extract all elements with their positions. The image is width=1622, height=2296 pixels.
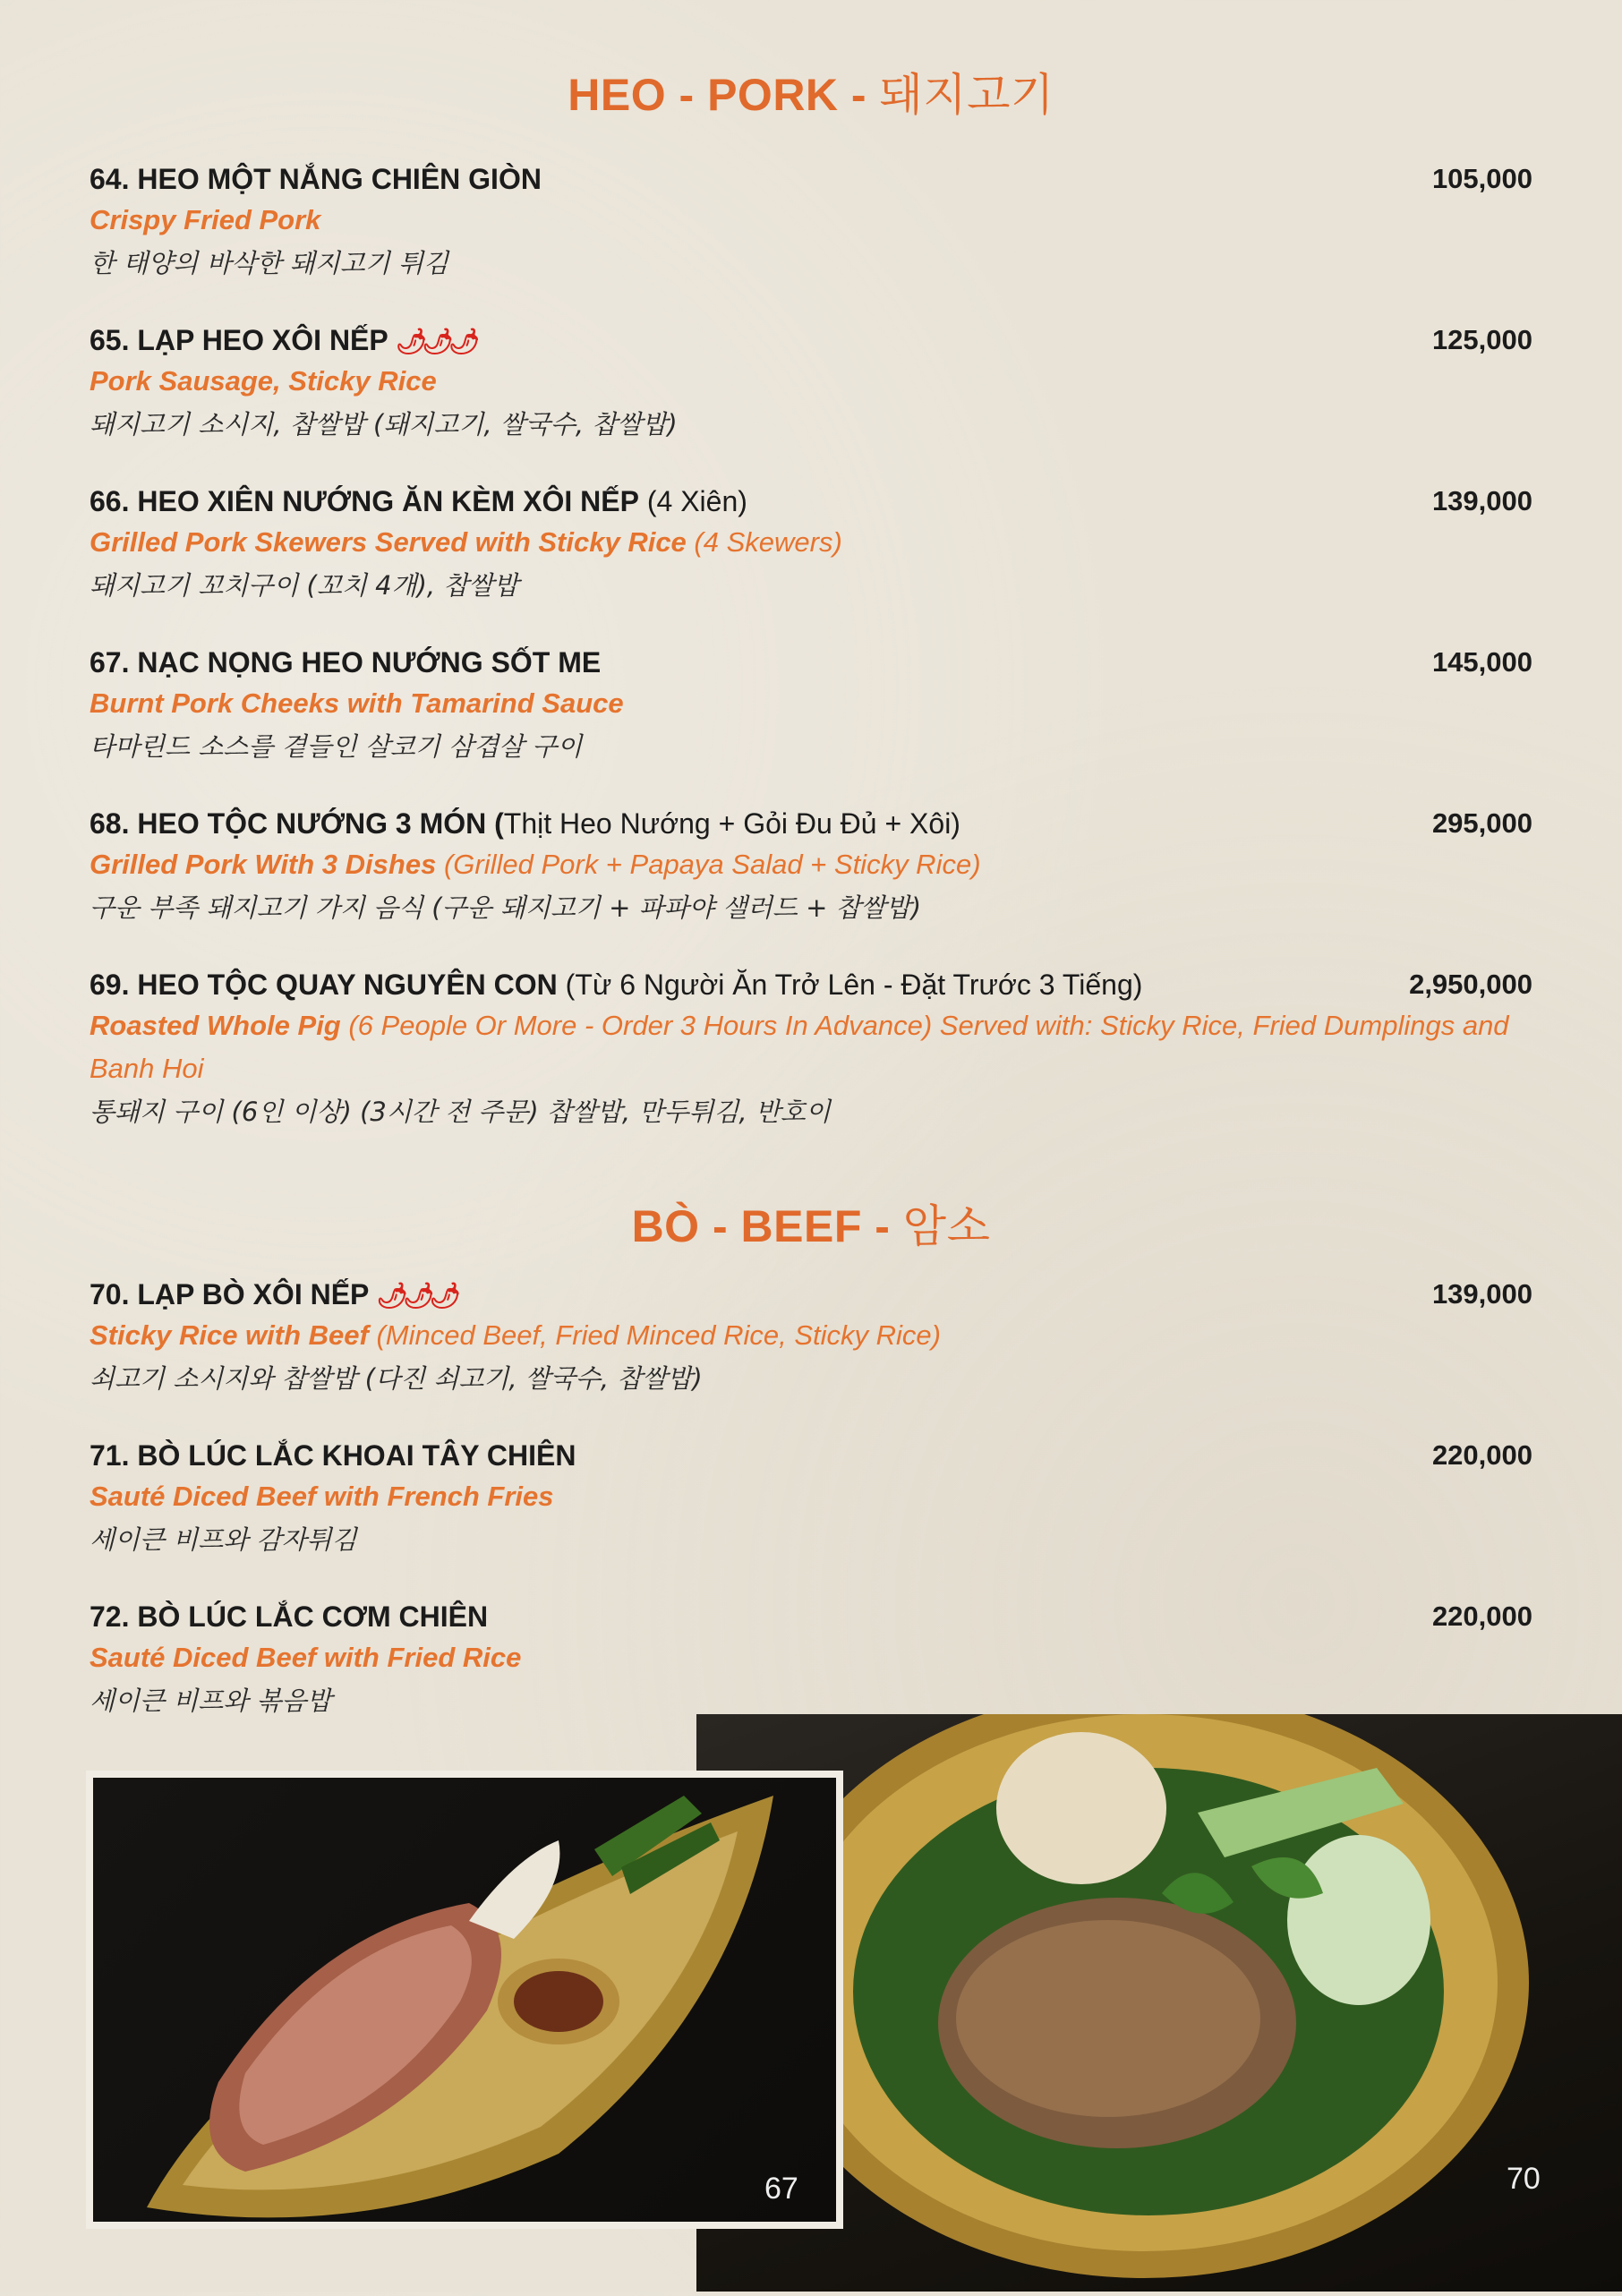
item-korean: 세이큰 비프와 볶음밥 (90, 1686, 332, 1716)
item-name: 70. LẠP BÒ XÔI NẾP 🌶🌶🌶 (90, 1278, 457, 1310)
item-korean: 구운 부족 돼지고기 가지 음식 (구운 돼지고기 + 파파야 샐러드 + 찹쌀밥) (90, 892, 922, 923)
item-name: 65. LẠP HEO XÔI NẾP 🌶🌶🌶 (90, 324, 475, 356)
grilled-pork-photo (86, 1771, 843, 2229)
menu-item-64 (90, 159, 1532, 285)
item-korean: 통돼지 구이 (6인 이상) (3시간 전 주문) 찹쌀밥, 만두튀김, 반호이 (90, 1097, 831, 1127)
item-price: 125,000 (1431, 324, 1532, 355)
item-price: 139,000 (1431, 1278, 1532, 1310)
item-english: Roasted Whole Pig (6 People Or More - Order 3 Hours In Advance) Served with: Sticky Rice, Fried Dumplings and Banh Hoi (90, 1010, 1509, 1084)
menu-item-68 (90, 804, 1532, 929)
menu-item-70 (90, 1275, 1532, 1400)
menu-item-69 (90, 965, 1532, 1133)
chili-icon: 🌶🌶🌶 (376, 1282, 457, 1310)
item-price: 105,000 (1431, 163, 1532, 194)
item-korean: 쇠고기 소시지와 찹쌀밥 (다진 쇠고기, 쌀국수, 찹쌀밥) (90, 1363, 703, 1394)
item-price: 2,950,000 (1409, 969, 1532, 1000)
menu-item-66 (90, 482, 1532, 607)
item-name: 71. BÒ LÚC LẮC KHOAI TÂY CHIÊN (90, 1439, 576, 1472)
chili-icon: 🌶🌶🌶 (395, 328, 475, 355)
item-english: Grilled Pork With 3 Dishes (Grilled Pork + Papaya Salad + Sticky Rice) (90, 849, 981, 880)
pork-section-title: HEO - PORK - 돼지고기 (568, 69, 1054, 121)
item-english: Sauté Diced Beef with Fried Rice (90, 1642, 522, 1673)
beef-section-title: BÒ - BEEF - 암소 (631, 1200, 991, 1252)
item-price: 220,000 (1431, 1439, 1532, 1471)
item-english: Crispy Fried Pork (90, 204, 321, 235)
item-price: 220,000 (1431, 1600, 1532, 1632)
photo-label-67: 67 (764, 2172, 798, 2206)
item-price: 145,000 (1431, 646, 1532, 678)
menu-item-72 (90, 1597, 1532, 1722)
item-name: 69. HEO TỘC QUAY NGUYÊN CON (Từ 6 Người Ăn Trở Lên - Đặt Trước 3 Tiếng) (90, 969, 1143, 1001)
item-name: 68. HEO TỘC NƯỚNG 3 MÓN (Thịt Heo Nướng + Gỏi Đu Đủ + Xôi) (90, 807, 960, 840)
item-name: 67. NẠC NỌNG HEO NƯỚNG SỐT ME (90, 646, 602, 679)
item-english: Pork Sausage, Sticky Rice (90, 365, 437, 397)
menu-item-67 (90, 643, 1532, 768)
item-korean: 돼지고기 소시지, 찹쌀밥 (돼지고기, 쌀국수, 찹쌀밥) (90, 409, 678, 440)
photo-label-70: 70 (1507, 2162, 1541, 2196)
pork-cheeks-photo (93, 1778, 836, 2222)
item-korean: 세이큰 비프와 감자튀김 (90, 1524, 357, 1555)
item-price: 295,000 (1431, 807, 1532, 839)
item-price: 139,000 (1431, 485, 1532, 516)
item-english: Sticky Rice with Beef (Minced Beef, Fried Minced Rice, Sticky Rice) (90, 1319, 941, 1351)
menu-item-65 (90, 320, 1532, 446)
menu-item-71 (90, 1436, 1532, 1561)
item-english: Grilled Pork Skewers Served with Sticky Rice (4 Skewers) (90, 526, 842, 558)
item-english: Burnt Pork Cheeks with Tamarind Sauce (90, 687, 624, 719)
item-name: 72. BÒ LÚC LẮC CƠM CHIÊN (90, 1600, 489, 1633)
item-english: Sauté Diced Beef with French Fries (90, 1481, 554, 1512)
item-korean: 돼지고기 꼬치구이 (꼬치 4개), 찹쌀밥 (90, 570, 519, 601)
item-name: 64. HEO MỘT NẮNG CHIÊN GIÒN (90, 163, 542, 195)
item-korean: 타마린드 소스를 곁들인 살코기 삼겹살 구이 (90, 731, 583, 762)
item-name: 66. HEO XIÊN NƯỚNG ĂN KÈM XÔI NẾP (4 Xiên) (90, 485, 747, 517)
item-korean: 한 태양의 바삭한 돼지고기 튀김 (90, 248, 449, 278)
